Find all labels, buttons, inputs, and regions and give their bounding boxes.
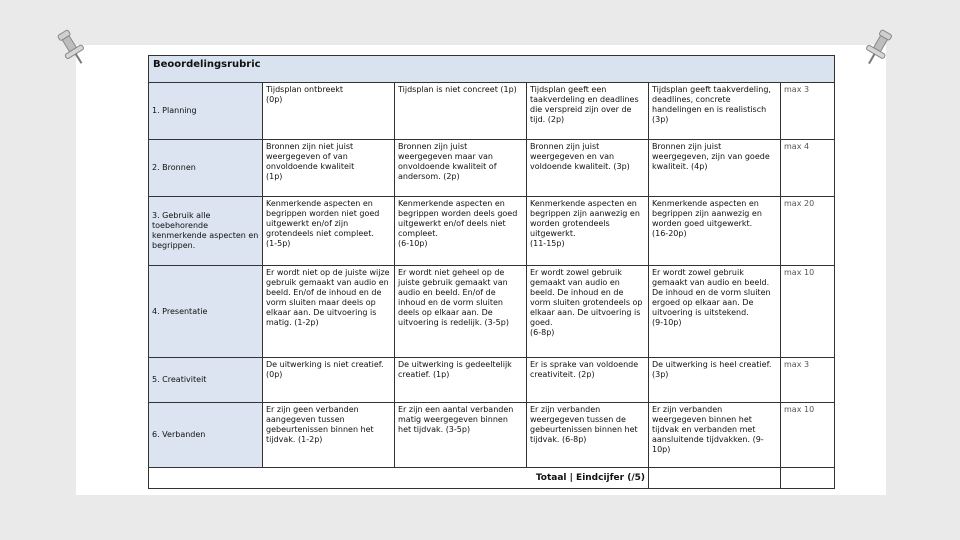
level-cell bbox=[527, 266, 649, 357]
level-points: (0p) bbox=[266, 95, 283, 105]
level-points: (3-5p) bbox=[484, 318, 509, 328]
criterion-label: 5. Creativiteit bbox=[149, 357, 263, 402]
table-row bbox=[149, 83, 835, 140]
level-text: Er wordt zowel gebruik gemaakt van audio en beeld. De inhoud en de vorm sluiten grotendeels op elkaar aan. De uitvoering is goed. bbox=[530, 268, 643, 328]
rubric-table bbox=[148, 55, 835, 489]
rubric-title: Beoordelingsrubric bbox=[149, 56, 835, 83]
level-cell bbox=[263, 83, 395, 140]
level-cell bbox=[649, 83, 781, 140]
criterion-label: 3. Gebruik alle toebehorende kenmerkende aspecten en begrippen. bbox=[149, 197, 263, 266]
level-text: De uitwerking is heel creatief. bbox=[652, 359, 772, 369]
level-cell bbox=[395, 402, 527, 467]
level-points: (1p) bbox=[266, 172, 283, 182]
max-points: max 10 bbox=[781, 266, 835, 357]
level-points: (1-2p) bbox=[294, 318, 319, 328]
level-text: De uitwerking is gedeeltelijk creatief. (1p) bbox=[398, 359, 512, 379]
level-cell bbox=[395, 140, 527, 197]
level-text: Bronnen zijn juist weergegeven maar van onvoldoende kwaliteit of andersom. (2p) bbox=[398, 142, 497, 182]
level-cell bbox=[527, 402, 649, 467]
level-cell bbox=[263, 140, 395, 197]
level-text: Bronnen zijn juist weergegeven, zijn van goede kwaliteit. (4p) bbox=[652, 142, 770, 172]
level-cell bbox=[527, 197, 649, 266]
level-text: De uitwerking is niet creatief. bbox=[266, 359, 384, 369]
level-text: Er wordt niet op de juiste wijze gebruik gemaakt van audio en beeld. En/of de inhoud en de vorm sluiten maar deels op elkaar aan. De uitvoering is matig. bbox=[266, 268, 390, 328]
criterion-label: 2. Bronnen bbox=[149, 140, 263, 197]
level-points: (9-10p) bbox=[652, 318, 682, 328]
criterion-label: 6. Verbanden bbox=[149, 402, 263, 467]
level-points: (1-5p) bbox=[266, 239, 291, 249]
level-points: (3p) bbox=[652, 115, 669, 125]
level-cell bbox=[527, 357, 649, 402]
level-text: Er zijn geen verbanden aangegeven tussen gebeurtenissen binnen het tijdvak. (1-2p) bbox=[266, 404, 374, 444]
level-cell bbox=[649, 140, 781, 197]
level-points: (16-20p) bbox=[652, 229, 687, 239]
level-text: Kenmerkende aspecten en begrippen zijn aanwezig en worden grotendeels uitgewerkt. bbox=[530, 199, 640, 239]
level-points: (11-15p) bbox=[530, 239, 565, 249]
max-points: max 4 bbox=[781, 140, 835, 197]
criterion-label: 4. Presentatie bbox=[149, 266, 263, 357]
level-cell bbox=[395, 357, 527, 402]
level-cell bbox=[527, 140, 649, 197]
level-text: Er is sprake van voldoende creativiteit. (2p) bbox=[530, 359, 639, 379]
criterion-label: 1. Planning bbox=[149, 83, 263, 140]
level-cell bbox=[395, 197, 527, 266]
level-cell bbox=[263, 197, 395, 266]
level-text: Tijdsplan geeft een taakverdeling en deadlines die verspreid zijn over de tijd. (2p) bbox=[530, 85, 639, 125]
table-row bbox=[149, 266, 835, 357]
level-text: Tijdsplan is niet concreet (1p) bbox=[398, 85, 517, 95]
level-text: Er zijn verbanden weergegeven tussen de gebeurtenissen binnen het tijdvak. (6-8p) bbox=[530, 404, 638, 444]
level-points: (6-10p) bbox=[398, 239, 428, 249]
level-text: Tijdsplan geeft taakverdeling, deadlines, concrete handelingen en is realistisch bbox=[652, 85, 771, 115]
level-points: (3p) bbox=[652, 369, 669, 379]
level-cell bbox=[263, 357, 395, 402]
table-row bbox=[149, 402, 835, 467]
level-text: Bronnen zijn juist weergegeven en van voldoende kwaliteit. (3p) bbox=[530, 142, 630, 172]
level-text: Bronnen zijn niet juist weergegeven of van onvoldoende kwaliteit bbox=[266, 142, 355, 172]
level-points: (0p) bbox=[266, 369, 283, 379]
level-text: Kenmerkende aspecten en begrippen zijn aanwezig en worden goed uitgewerkt. bbox=[652, 199, 762, 229]
level-cell bbox=[649, 197, 781, 266]
max-points: max 3 bbox=[781, 357, 835, 402]
level-text: Kenmerkende aspecten en begrippen worden niet goed uitgewerkt en/of zijn grotendeels niet compleet. bbox=[266, 199, 380, 239]
level-text: Er zijn verbanden weergegeven binnen het tijdvak en verbanden met aansluitende tijdvakken. (9-10p) bbox=[652, 404, 764, 454]
table-row bbox=[149, 357, 835, 402]
level-cell bbox=[263, 402, 395, 467]
max-points: max 10 bbox=[781, 402, 835, 467]
level-cell bbox=[649, 357, 781, 402]
total-label: Totaal | Eindcijfer (/5) bbox=[149, 467, 649, 488]
level-points: (6-8p) bbox=[530, 328, 555, 338]
max-points: max 3 bbox=[781, 83, 835, 140]
grade-value-cell bbox=[781, 467, 835, 488]
level-text: Kenmerkende aspecten en begrippen worden deels goed uitgewerkt en/of deels niet compleet. bbox=[398, 199, 518, 239]
level-text: Er zijn een aantal verbanden matig weergegeven binnen het tijdvak. (3-5p) bbox=[398, 404, 514, 434]
total-value-cell bbox=[649, 467, 781, 488]
level-cell bbox=[649, 266, 781, 357]
max-points: max 20 bbox=[781, 197, 835, 266]
level-cell bbox=[395, 83, 527, 140]
level-text: Tijdsplan ontbreekt bbox=[266, 85, 344, 95]
table-row bbox=[149, 140, 835, 197]
table-row bbox=[149, 197, 835, 266]
level-cell bbox=[527, 83, 649, 140]
total-row bbox=[149, 467, 835, 488]
level-cell bbox=[649, 402, 781, 467]
level-cell bbox=[263, 266, 395, 357]
level-cell bbox=[395, 266, 527, 357]
level-text: Er wordt niet geheel op de juiste gebruik gemaakt van audio en beeld. En/of de inhoud en de vorm sluiten deels op elkaar aan. De uitvoering is redelijk. bbox=[398, 268, 508, 328]
level-text: Er wordt zowel gebruik gemaakt van audio en beeld. De inhoud en de vorm sluiten ergoed op elkaar aan. De uitvoering is uitstekend. bbox=[652, 268, 771, 318]
